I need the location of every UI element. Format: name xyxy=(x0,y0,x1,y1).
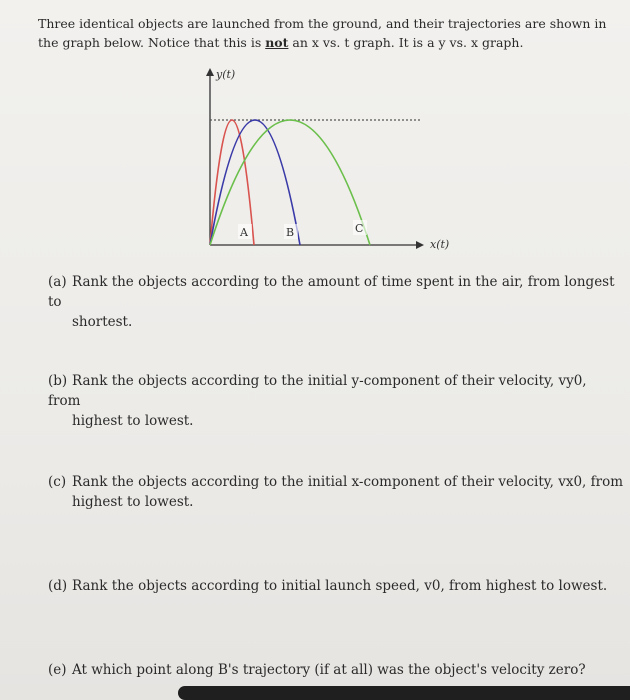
question-c-text-2: highest to lowest. xyxy=(72,494,194,510)
intro-emphasis-not: not xyxy=(265,35,289,50)
question-d xyxy=(48,576,623,596)
question-a-text-2: shortest. xyxy=(72,314,133,330)
y-axis-arrow xyxy=(206,68,214,76)
question-d-text: Rank the objects according to initial launch speed, v0, from highest to lowest. xyxy=(72,578,608,594)
question-a-label: (a) xyxy=(48,274,67,290)
question-b-label: (b) xyxy=(48,373,68,389)
question-b-text-2: highest to lowest. xyxy=(72,413,194,429)
x-axis-arrow xyxy=(416,241,424,249)
label-b: B xyxy=(286,226,295,239)
question-d-label: (d) xyxy=(48,578,68,594)
question-a xyxy=(48,272,623,332)
question-b xyxy=(48,371,623,431)
question-c-text: Rank the objects according to the initial x-component of their velocity, vx0, from xyxy=(72,474,624,490)
y-axis-label: y(t) xyxy=(216,68,236,81)
bottom-scroll-bar xyxy=(178,686,630,700)
question-e-text: At which point along B's trajectory (if at all) was the object's velocity zero? xyxy=(72,662,586,678)
intro-line-1: Three identical objects are launched from the ground, and their trajectories are shown in xyxy=(38,16,607,31)
question-b-text: Rank the objects according to the initial y-component of their velocity, vy0, from xyxy=(48,373,587,409)
question-c xyxy=(48,472,623,512)
x-axis-label: x(t) xyxy=(430,238,450,251)
intro-line-2 xyxy=(38,33,608,52)
question-c-label: (c) xyxy=(48,474,67,490)
label-a: A xyxy=(240,226,248,239)
question-e-label: (e) xyxy=(48,662,67,678)
intro-line-2-b: an x vs. t graph. It is a y vs. x graph. xyxy=(288,35,524,50)
question-e xyxy=(48,660,623,680)
intro-paragraph xyxy=(38,14,608,52)
intro-line-2-a: the graph below. Notice that this is xyxy=(38,35,266,50)
trajectory-graph xyxy=(190,60,450,260)
question-a-text: Rank the objects according to the amount of time spent in the air, from longest to xyxy=(48,274,615,310)
label-c: C xyxy=(355,222,364,235)
